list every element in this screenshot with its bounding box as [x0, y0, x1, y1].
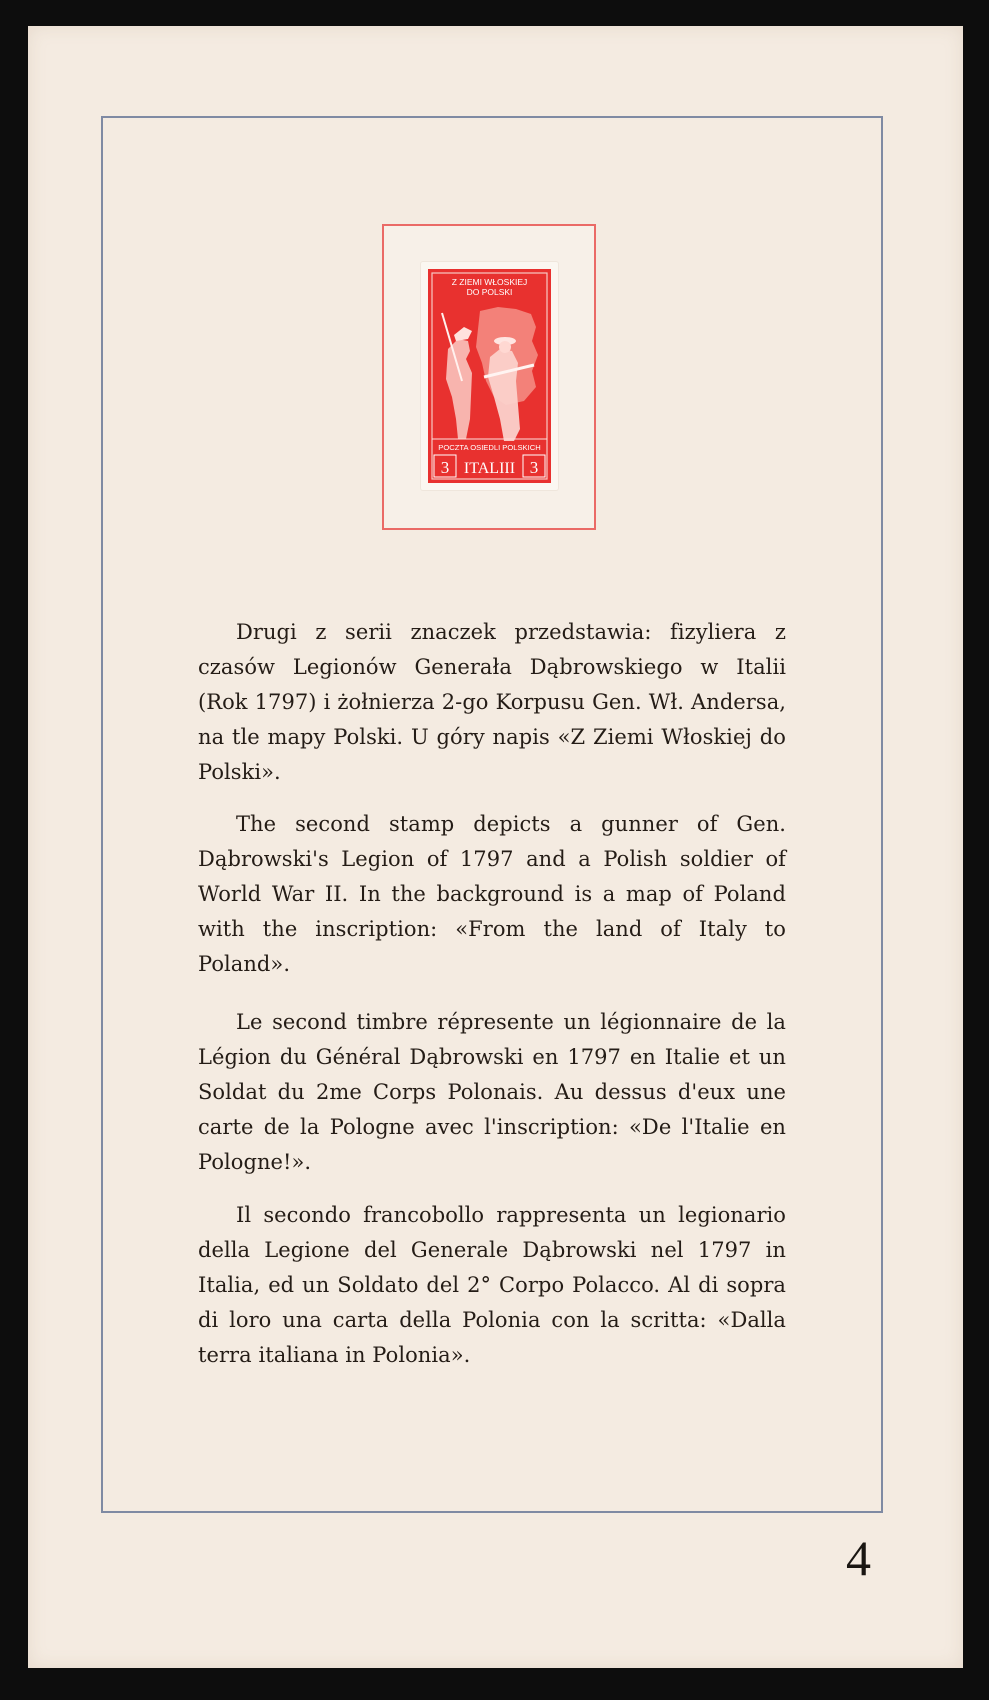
description-french: Le second timbre répresente un légionnaire de la Légion du Général Dąbrowski en 1797 en Italie et un Soldat du 2me Corps Polonais. Au dessus d'eux une carte de la Pologne avec l'inscription: «De l'Italie en Pologne!».: [198, 1010, 786, 1174]
stamp-bottom-inscription: POCZTA OSIEDLI POLSKICH: [438, 443, 541, 452]
stamp-illustration: [428, 269, 551, 483]
stamp-country: ITALIII: [463, 460, 516, 477]
soldier-head: [499, 341, 511, 353]
stamp-top-inscription-1: Z ZIEMI WŁOSKIEJ: [451, 277, 528, 287]
postage-stamp: [421, 262, 558, 490]
description-italian: Il secondo francobollo rappresenta un legionario della Legione del Generale Dąbrowski nel 1797 in Italia, ed un Soldato del 2° Corpo Polacco. Al di sopra di loro una carta della Polonia con la scritta: «Dalla terra italiana in Polonia».: [198, 1203, 786, 1367]
stamp-top-inscription-2: DO POLSKI: [466, 287, 513, 297]
description-polish: Drugi z serii znaczek przedstawia: fizyliera z czasów Legionów Generała Dąbrowskiego w Italii (Rok 1797) i żołnierza 2-go Korpusu Gen. Wł. Andersa, na tle mapy Polski. U góry napis «Z Ziemi Włoskiej do Polski».: [198, 620, 786, 784]
description-english: The second stamp depicts a gunner of Gen. Dąbrowski's Legion of 1797 and a Polish soldier of World War II. In the background is a map of Poland with the inscription: «From the land of Italy to Poland».: [198, 812, 786, 976]
stamp-value-right: 3: [529, 458, 539, 477]
page-number: 4: [846, 1530, 871, 1586]
stamp-value-left: 3: [440, 458, 450, 477]
